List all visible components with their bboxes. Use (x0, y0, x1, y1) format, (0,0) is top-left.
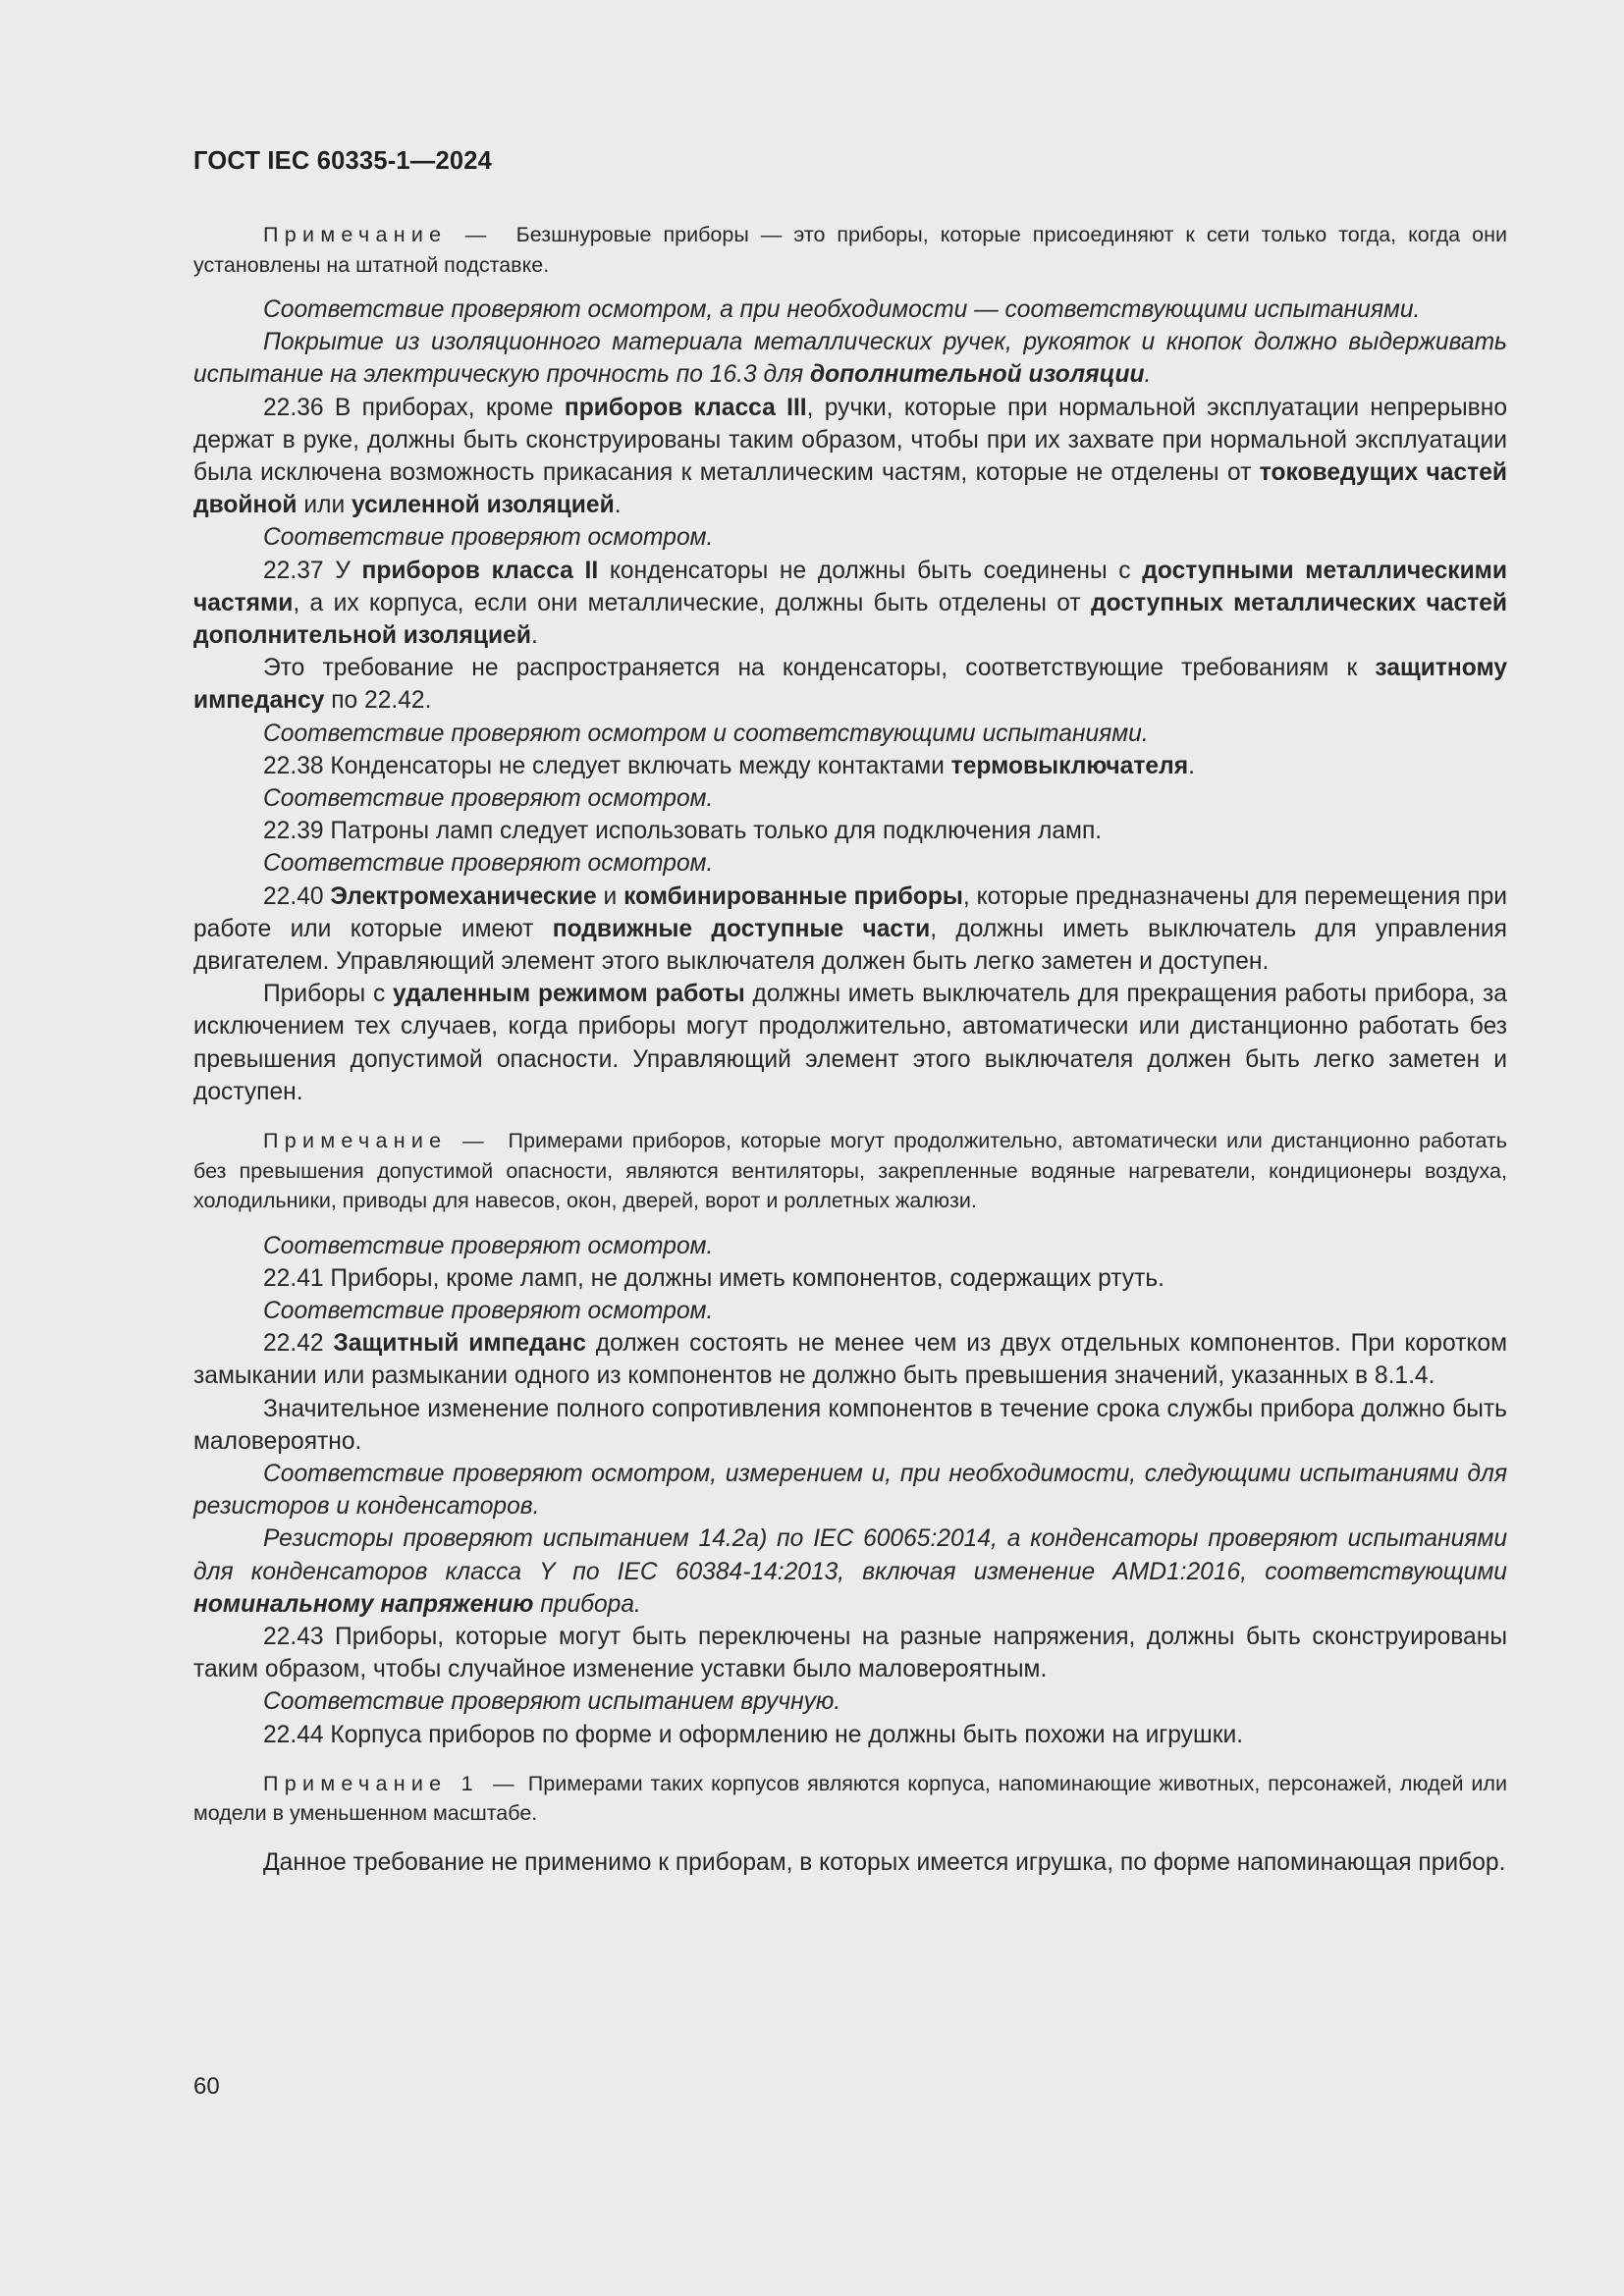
compliance-inspection-tests: Соответствие проверяют осмотром и соответствующими испытаниями. (263, 720, 1149, 747)
note-examples (193, 1126, 1507, 1216)
page-number: 60 (193, 2073, 220, 2100)
clause-22-39: 22.39 Патроны ламп следует использовать только для подключения ламп. (263, 818, 1103, 845)
compliance-paragraph: Соответствие проверяют осмотром, а при необходимости — соответствующими испытаниями. (263, 296, 1421, 323)
clause-22-44-exception: Данное требование не применимо к приборам, в которых имеется игрушка, по форме напоминающая прибор. (263, 1848, 1506, 1876)
note-enclosures (193, 1769, 1507, 1829)
clause-22-42-impedance: Значительное изменение полного сопротивления компонентов в течение срока службы прибора должно быть маловероятно. (193, 1395, 1507, 1455)
note-label: Примечание 1 — (263, 1771, 520, 1795)
note-text: Примерами таких корпусов являются корпуса, напоминающие животных, персонажей, людей или модели в уменьшенном масштабе. (193, 1771, 1507, 1826)
compliance-measurement: Соответствие проверяют осмотром, измерением и, при необходимости, следующими испытаниями для резисторов и конденсаторов. (193, 1461, 1507, 1521)
coating-paragraph: Покрытие из изоляционного материала металлических ручек, рукояток и кнопок должно выдерживать испытание на электрическую прочность по 16.3 для дополнительной изоляции. (193, 329, 1507, 389)
clause-22-41: 22.41 Приборы, кроме ламп, не должны иметь компонентов, содержащих ртуть. (263, 1264, 1164, 1292)
clause-22-36: 22.36 В приборах, кроме приборов класса III, ручки, которые при нормальной эксплуатации непрерывно держат в руке, должны быть сконструированы таким образом, чтобы при их захвате при нормальной эксплуатации была исключена возможность прикасания к металлическим частям, которые не отделены от токоведущих частей двойной или усиленной изоляцией. (193, 394, 1507, 519)
clause-22-43: 22.43 Приборы, которые могут быть переключены на разные напряжения, должны быть сконструированы таким образом, чтобы случайное изменение уставки было маловероятным. (193, 1624, 1507, 1683)
note-label: Примечание — (263, 1129, 490, 1153)
compliance-inspection: Соответствие проверяют осмотром. (263, 785, 714, 813)
document-header: ГОСТ IEC 60335-1—2024 (193, 147, 492, 175)
compliance-inspection: Соответствие проверяют осмотром. (263, 1297, 714, 1324)
note-text: Примерами приборов, которые могут продолжительно, автоматически или дистанционно работать без превышения допустимой опасности, являются вентиляторы, закрепленные водяные нагреватели, кондиционеры воздуха, холодильники, приводы для навесов, окон, дверей, ворот и роллетных жалюзи. (193, 1129, 1507, 1213)
note-text: Безшнуровые приборы — это приборы, которые присоединяют к сети только тогда, когда они установлены на штатной подставке. (193, 223, 1507, 277)
clause-22-38: 22.38 Конденсаторы не следует включать между контактами термовыключателя. (263, 752, 1195, 779)
note-cordless (193, 220, 1507, 280)
compliance-inspection: Соответствие проверяют осмотром. (263, 1232, 714, 1259)
clause-22-37-exception: Это требование не распространяется на конденсаторы, соответствующие требованиям к защитному импедансу по 22.42. (193, 655, 1507, 715)
compliance-inspection: Соответствие проверяют осмотром. (263, 850, 714, 878)
clause-22-37: 22.37 У приборов класса II конденсаторы не должны быть соединены с доступными металлическими частями, а их корпуса, если они металлические, должны быть отделены от доступных металлических частей дополнительной изоляцией. (193, 557, 1507, 650)
clause-22-44: 22.44 Корпуса приборов по форме и оформлению не должны быть похожи на игрушки. (263, 1721, 1244, 1748)
clause-22-40: 22.40 Электромеханические и комбинированные приборы, которые предназначены для перемещения при работе или которые имеют подвижные доступные части, должны иметь выключатель для управления двигателем. Управляющий элемент этого выключателя должен быть легко заметен и доступен. (193, 882, 1507, 976)
clause-22-40-remote: Приборы с удаленным режимом работы должны иметь выключатель для прекращения работы прибора, за исключением тех случаев, когда приборы могут продолжительно, автоматически или дистанционно работать без превышения допустимой опасности. Управляющий элемент этого выключателя должен быть легко заметен и доступен. (193, 981, 1507, 1105)
compliance-manual: Соответствие проверяют испытанием вручную. (263, 1688, 841, 1716)
clause-22-42: 22.42 Защитный импеданс должен состоять не менее чем из двух отдельных компонентов. При коротком замыкании или размыкании одного из компонентов не должно быть превышения значений, указанных в 8.1.4. (193, 1330, 1507, 1390)
note-label: Примечание — (263, 223, 493, 246)
compliance-inspection: Соответствие проверяют осмотром. (263, 524, 714, 552)
resistor-capacitor-tests: Резисторы проверяют испытанием 14.2а) по IEC 60065:2014, а конденсаторы проверяют испытаниями для конденсаторов класса Y по IEC 60384-14:2013, включая изменение AMD1:2016, соответствующими номинальному напряжению прибора. (193, 1525, 1507, 1618)
